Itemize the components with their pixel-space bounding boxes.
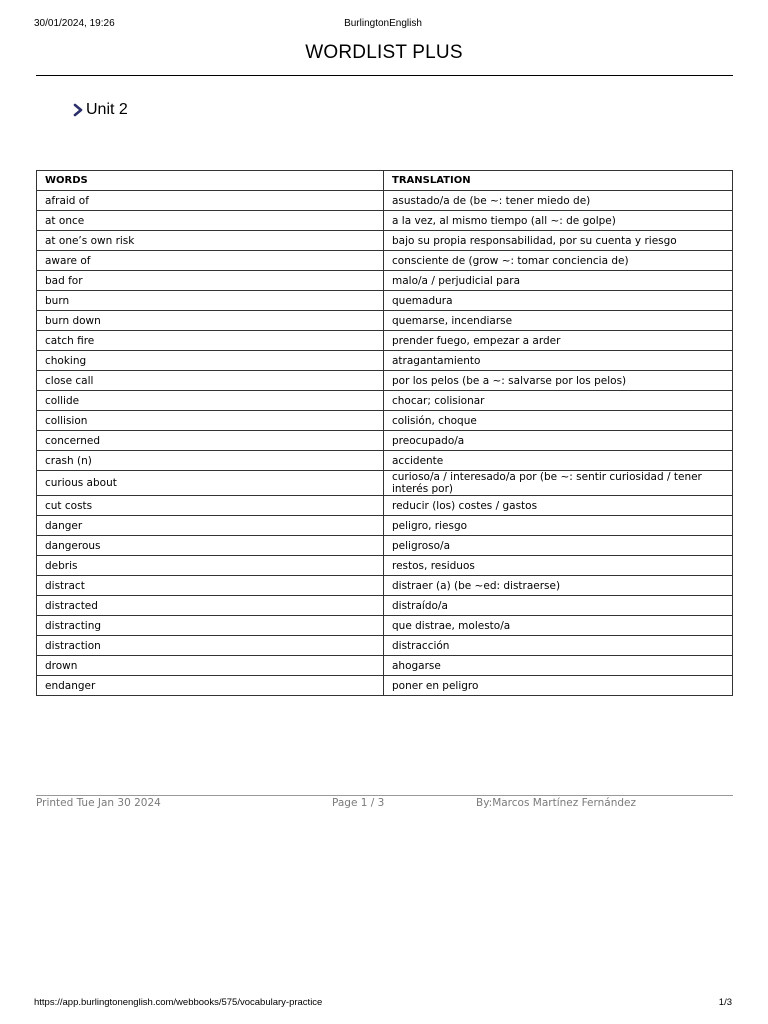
word-cell: at once bbox=[37, 211, 384, 231]
translation-cell: malo/a / perjudicial para bbox=[384, 271, 733, 291]
table-row bbox=[37, 291, 733, 311]
table-row bbox=[37, 271, 733, 291]
word-cell: afraid of bbox=[37, 191, 384, 211]
word-cell: collision bbox=[37, 411, 384, 431]
table-row bbox=[37, 576, 733, 596]
unit-heading bbox=[72, 101, 128, 119]
word-cell: curious about bbox=[37, 471, 384, 496]
column-header-translation: TRANSLATION bbox=[384, 171, 733, 191]
translation-cell: quemarse, incendiarse bbox=[384, 311, 733, 331]
word-cell: at one’s own risk bbox=[37, 231, 384, 251]
word-cell: distraction bbox=[37, 636, 384, 656]
translation-cell: consciente de (grow ~: tomar conciencia de) bbox=[384, 251, 733, 271]
translation-cell: peligro, riesgo bbox=[384, 516, 733, 536]
word-cell: endanger bbox=[37, 676, 384, 696]
translation-cell: distraído/a bbox=[384, 596, 733, 616]
word-cell: concerned bbox=[37, 431, 384, 451]
table-row bbox=[37, 496, 733, 516]
table-row bbox=[37, 311, 733, 331]
table-row bbox=[37, 211, 733, 231]
word-cell: burn bbox=[37, 291, 384, 311]
word-cell: close call bbox=[37, 371, 384, 391]
translation-cell: ahogarse bbox=[384, 656, 733, 676]
table-row bbox=[37, 411, 733, 431]
table-row bbox=[37, 191, 733, 211]
table-row bbox=[37, 331, 733, 351]
table-row bbox=[37, 516, 733, 536]
translation-cell: reducir (los) costes / gastos bbox=[384, 496, 733, 516]
word-cell: distract bbox=[37, 576, 384, 596]
word-cell: burn down bbox=[37, 311, 384, 331]
word-cell: danger bbox=[37, 516, 384, 536]
translation-cell: que distrae, molesto/a bbox=[384, 616, 733, 636]
word-cell: dangerous bbox=[37, 536, 384, 556]
translation-cell: peligroso/a bbox=[384, 536, 733, 556]
table-row bbox=[37, 536, 733, 556]
table-header-row bbox=[37, 171, 733, 191]
table-row bbox=[37, 251, 733, 271]
translation-cell: chocar; colisionar bbox=[384, 391, 733, 411]
translation-cell: restos, residuos bbox=[384, 556, 733, 576]
table-row bbox=[37, 451, 733, 471]
column-header-words: WORDS bbox=[37, 171, 384, 191]
page-count: 1/3 bbox=[718, 997, 732, 1008]
translation-cell: distraer (a) (be ~ed: distraerse) bbox=[384, 576, 733, 596]
word-cell: distracted bbox=[37, 596, 384, 616]
table-row bbox=[37, 231, 733, 251]
footer-divider bbox=[36, 795, 733, 796]
wordlist-body bbox=[37, 191, 733, 696]
word-cell: drown bbox=[37, 656, 384, 676]
word-cell: crash (n) bbox=[37, 451, 384, 471]
translation-cell: poner en peligro bbox=[384, 676, 733, 696]
translation-cell: asustado/a de (be ~: tener miedo de) bbox=[384, 191, 733, 211]
translation-cell: por los pelos (be a ~: salvarse por los pelos) bbox=[384, 371, 733, 391]
table-row bbox=[37, 556, 733, 576]
page-url: https://app.burlingtonenglish.com/webbooks/575/vocabulary-practice bbox=[34, 997, 323, 1008]
word-cell: choking bbox=[37, 351, 384, 371]
unit-label: Unit 2 bbox=[86, 101, 128, 118]
translation-cell: bajo su propia responsabilidad, por su cuenta y riesgo bbox=[384, 231, 733, 251]
translation-cell: curioso/a / interesado/a por (be ~: sentir curiosidad / tener interés por) bbox=[384, 471, 733, 496]
table-row bbox=[37, 471, 733, 496]
table-row bbox=[37, 636, 733, 656]
table-row bbox=[37, 351, 733, 371]
print-site-name: BurlingtonEnglish bbox=[344, 18, 422, 29]
word-cell: catch fire bbox=[37, 331, 384, 351]
printed-date: Printed Tue Jan 30 2024 bbox=[36, 797, 161, 809]
translation-cell: preocupado/a bbox=[384, 431, 733, 451]
table-row bbox=[37, 676, 733, 696]
word-cell: distracting bbox=[37, 616, 384, 636]
table-row bbox=[37, 596, 733, 616]
wordlist-table bbox=[36, 170, 733, 696]
translation-cell: a la vez, al mismo tiempo (all ~: de golpe) bbox=[384, 211, 733, 231]
table-row bbox=[37, 431, 733, 451]
word-cell: aware of bbox=[37, 251, 384, 271]
word-cell: cut costs bbox=[37, 496, 384, 516]
print-datetime: 30/01/2024, 19:26 bbox=[34, 18, 115, 29]
translation-cell: accidente bbox=[384, 451, 733, 471]
translation-cell: distracción bbox=[384, 636, 733, 656]
translation-cell: atragantamiento bbox=[384, 351, 733, 371]
word-cell: collide bbox=[37, 391, 384, 411]
table-row bbox=[37, 656, 733, 676]
chevron-right-icon bbox=[72, 103, 84, 117]
author: By:Marcos Martínez Fernández bbox=[476, 797, 637, 809]
table-row bbox=[37, 616, 733, 636]
table-row bbox=[37, 371, 733, 391]
page-title: WORDLIST PLUS bbox=[305, 42, 463, 63]
translation-cell: quemadura bbox=[384, 291, 733, 311]
word-cell: debris bbox=[37, 556, 384, 576]
table-row bbox=[37, 391, 733, 411]
page-number: Page 1 / 3 bbox=[332, 797, 385, 809]
print-header bbox=[34, 18, 732, 32]
word-cell: bad for bbox=[37, 271, 384, 291]
title-divider bbox=[36, 75, 733, 76]
translation-cell: prender fuego, empezar a arder bbox=[384, 331, 733, 351]
translation-cell: colisión, choque bbox=[384, 411, 733, 431]
